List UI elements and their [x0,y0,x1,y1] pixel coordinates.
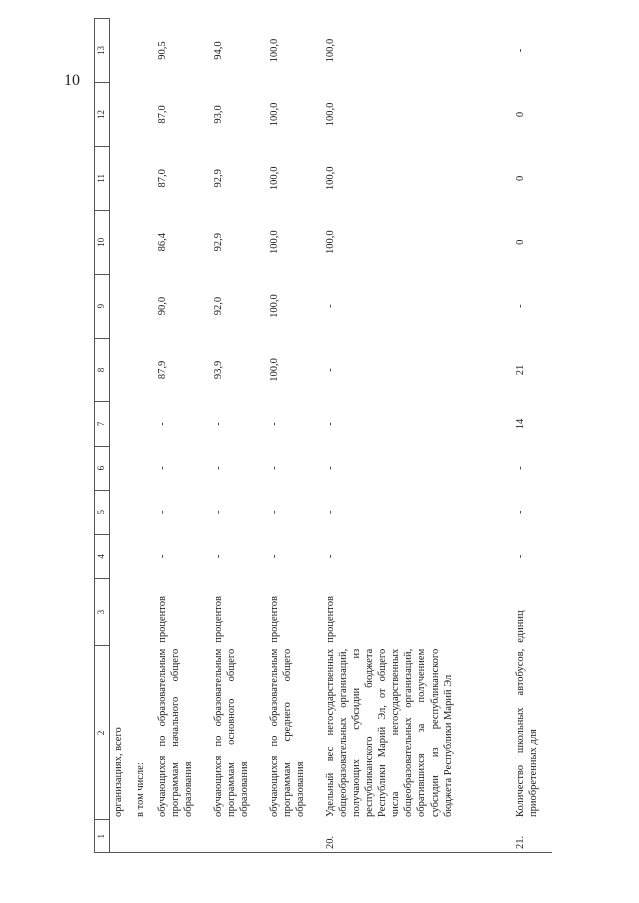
row-number [110,820,132,853]
row-value: 93,0 [212,105,224,124]
row-number [266,820,322,853]
row-value [132,446,154,490]
row-value: - [156,422,168,426]
row-value: 0 [514,175,526,181]
header-row [95,19,110,853]
table-row [110,19,132,853]
row-value [132,146,154,210]
row-value: 92,9 [212,169,224,188]
row-number: 20. [322,820,512,853]
row-value [132,338,154,402]
row-value: 90,5 [156,41,168,60]
row-value: 93,9 [212,360,224,380]
header-cell: 5 [95,490,110,534]
table-row [322,19,512,853]
row-value [110,83,132,147]
row-value [132,534,154,578]
row-value [110,534,132,578]
row-value: 0 [514,239,526,245]
header-cell: 6 [95,446,110,490]
row-value: 100,0 [268,166,280,191]
row-unit: процентов [156,596,168,643]
table-row [154,19,210,853]
row-value: - [268,554,280,559]
row-value: - [324,304,336,308]
indicators-table [94,18,552,853]
row-value: 100,0 [324,230,336,255]
row-number: 21. [512,820,552,853]
row-value: - [514,510,526,514]
row-value: - [156,466,168,470]
row-value [132,490,154,534]
row-value [132,274,154,338]
row-value: - [324,368,336,372]
row-value: 94,0 [212,41,224,60]
row-description: организациях, всего [113,727,124,817]
table-row [210,19,266,853]
row-description: Удельный вес негосударственных общеобразовательных организаций, получающих субсидии из республиканского бюджета Республики Марий Эл, от общего числа негосударственных общеобразовательных организаций, обратившихся за получением субсидии из республиканского бюджета Республики Марий Эл [324,648,454,817]
row-value: - [514,466,526,470]
row-value [110,146,132,210]
rotated-table-container [94,18,639,853]
row-value: - [212,466,224,470]
row-value: 100,0 [268,294,280,318]
header-cell: 2 [95,646,110,820]
row-value [110,210,132,274]
row-value [110,402,132,446]
row-unit: процентов [212,596,224,643]
row-value: 0 [514,111,526,118]
row-description: в том числе: [134,762,146,817]
row-value [132,210,154,274]
row-value: - [514,48,526,53]
row-value: 100,0 [324,166,336,191]
row-description: Количество школьных автобусов, приобретенных для [514,648,539,817]
row-value: 86,4 [156,233,168,252]
row-value [110,490,132,534]
row-value: - [212,554,224,559]
row-value: 14 [514,418,526,430]
row-value [110,274,132,338]
header-cell: 3 [95,578,110,645]
row-value [110,446,132,490]
row-number [154,820,210,853]
row-value: - [268,422,280,426]
table-row [266,19,322,853]
row-value: 100,0 [324,102,336,127]
row-value: - [514,304,526,308]
row-value: 100,0 [268,38,280,63]
row-value: - [324,554,336,559]
row-unit [110,578,132,645]
row-value [132,402,154,446]
row-value: - [212,510,224,514]
row-value [110,338,132,402]
row-value [132,83,154,147]
row-unit: процентов [268,596,280,643]
header-cell: 13 [95,19,110,83]
row-value: - [156,554,168,559]
row-value: 100,0 [268,102,280,127]
header-cell: 10 [95,210,110,274]
page-number: 10 [64,72,80,89]
row-value: 100,0 [324,38,336,63]
row-value: - [514,554,526,559]
row-value: 87,9 [156,360,168,380]
row-value: 90,0 [156,296,168,316]
row-value: - [324,422,336,426]
row-value [110,19,132,83]
row-description: обучающихся по образовательным программам основного общего образования [212,648,250,817]
row-value: - [212,422,224,426]
header-cell: 4 [95,534,110,578]
row-value [132,19,154,83]
table-row [512,19,552,853]
row-unit [132,578,154,645]
row-value: - [268,510,280,514]
row-value: 87,0 [156,169,168,188]
row-value: - [324,466,336,470]
header-cell: 12 [95,83,110,147]
row-value: - [324,510,336,514]
row-unit: процентов [324,596,336,643]
header-cell: 8 [95,338,110,402]
row-value: 21 [514,364,526,376]
row-unit: единиц [514,610,526,643]
row-value: 100,0 [268,358,280,382]
row-description: обучающихся по образовательным программам начального общего образования [156,648,194,817]
row-value: - [268,466,280,470]
header-cell: 7 [95,402,110,446]
header-cell: 11 [95,146,110,210]
row-value: 92,9 [212,233,224,252]
row-number [132,820,154,853]
row-value: 100,0 [268,230,280,255]
header-cell: 1 [95,820,110,853]
row-number [210,820,266,853]
row-value: 92,0 [212,296,224,316]
header-cell: 9 [95,274,110,338]
row-description: обучающихся по образовательным программам среднего общего образования [268,648,306,817]
row-value: 87,0 [156,105,168,124]
row-value: - [156,510,168,514]
table-row [132,19,154,853]
